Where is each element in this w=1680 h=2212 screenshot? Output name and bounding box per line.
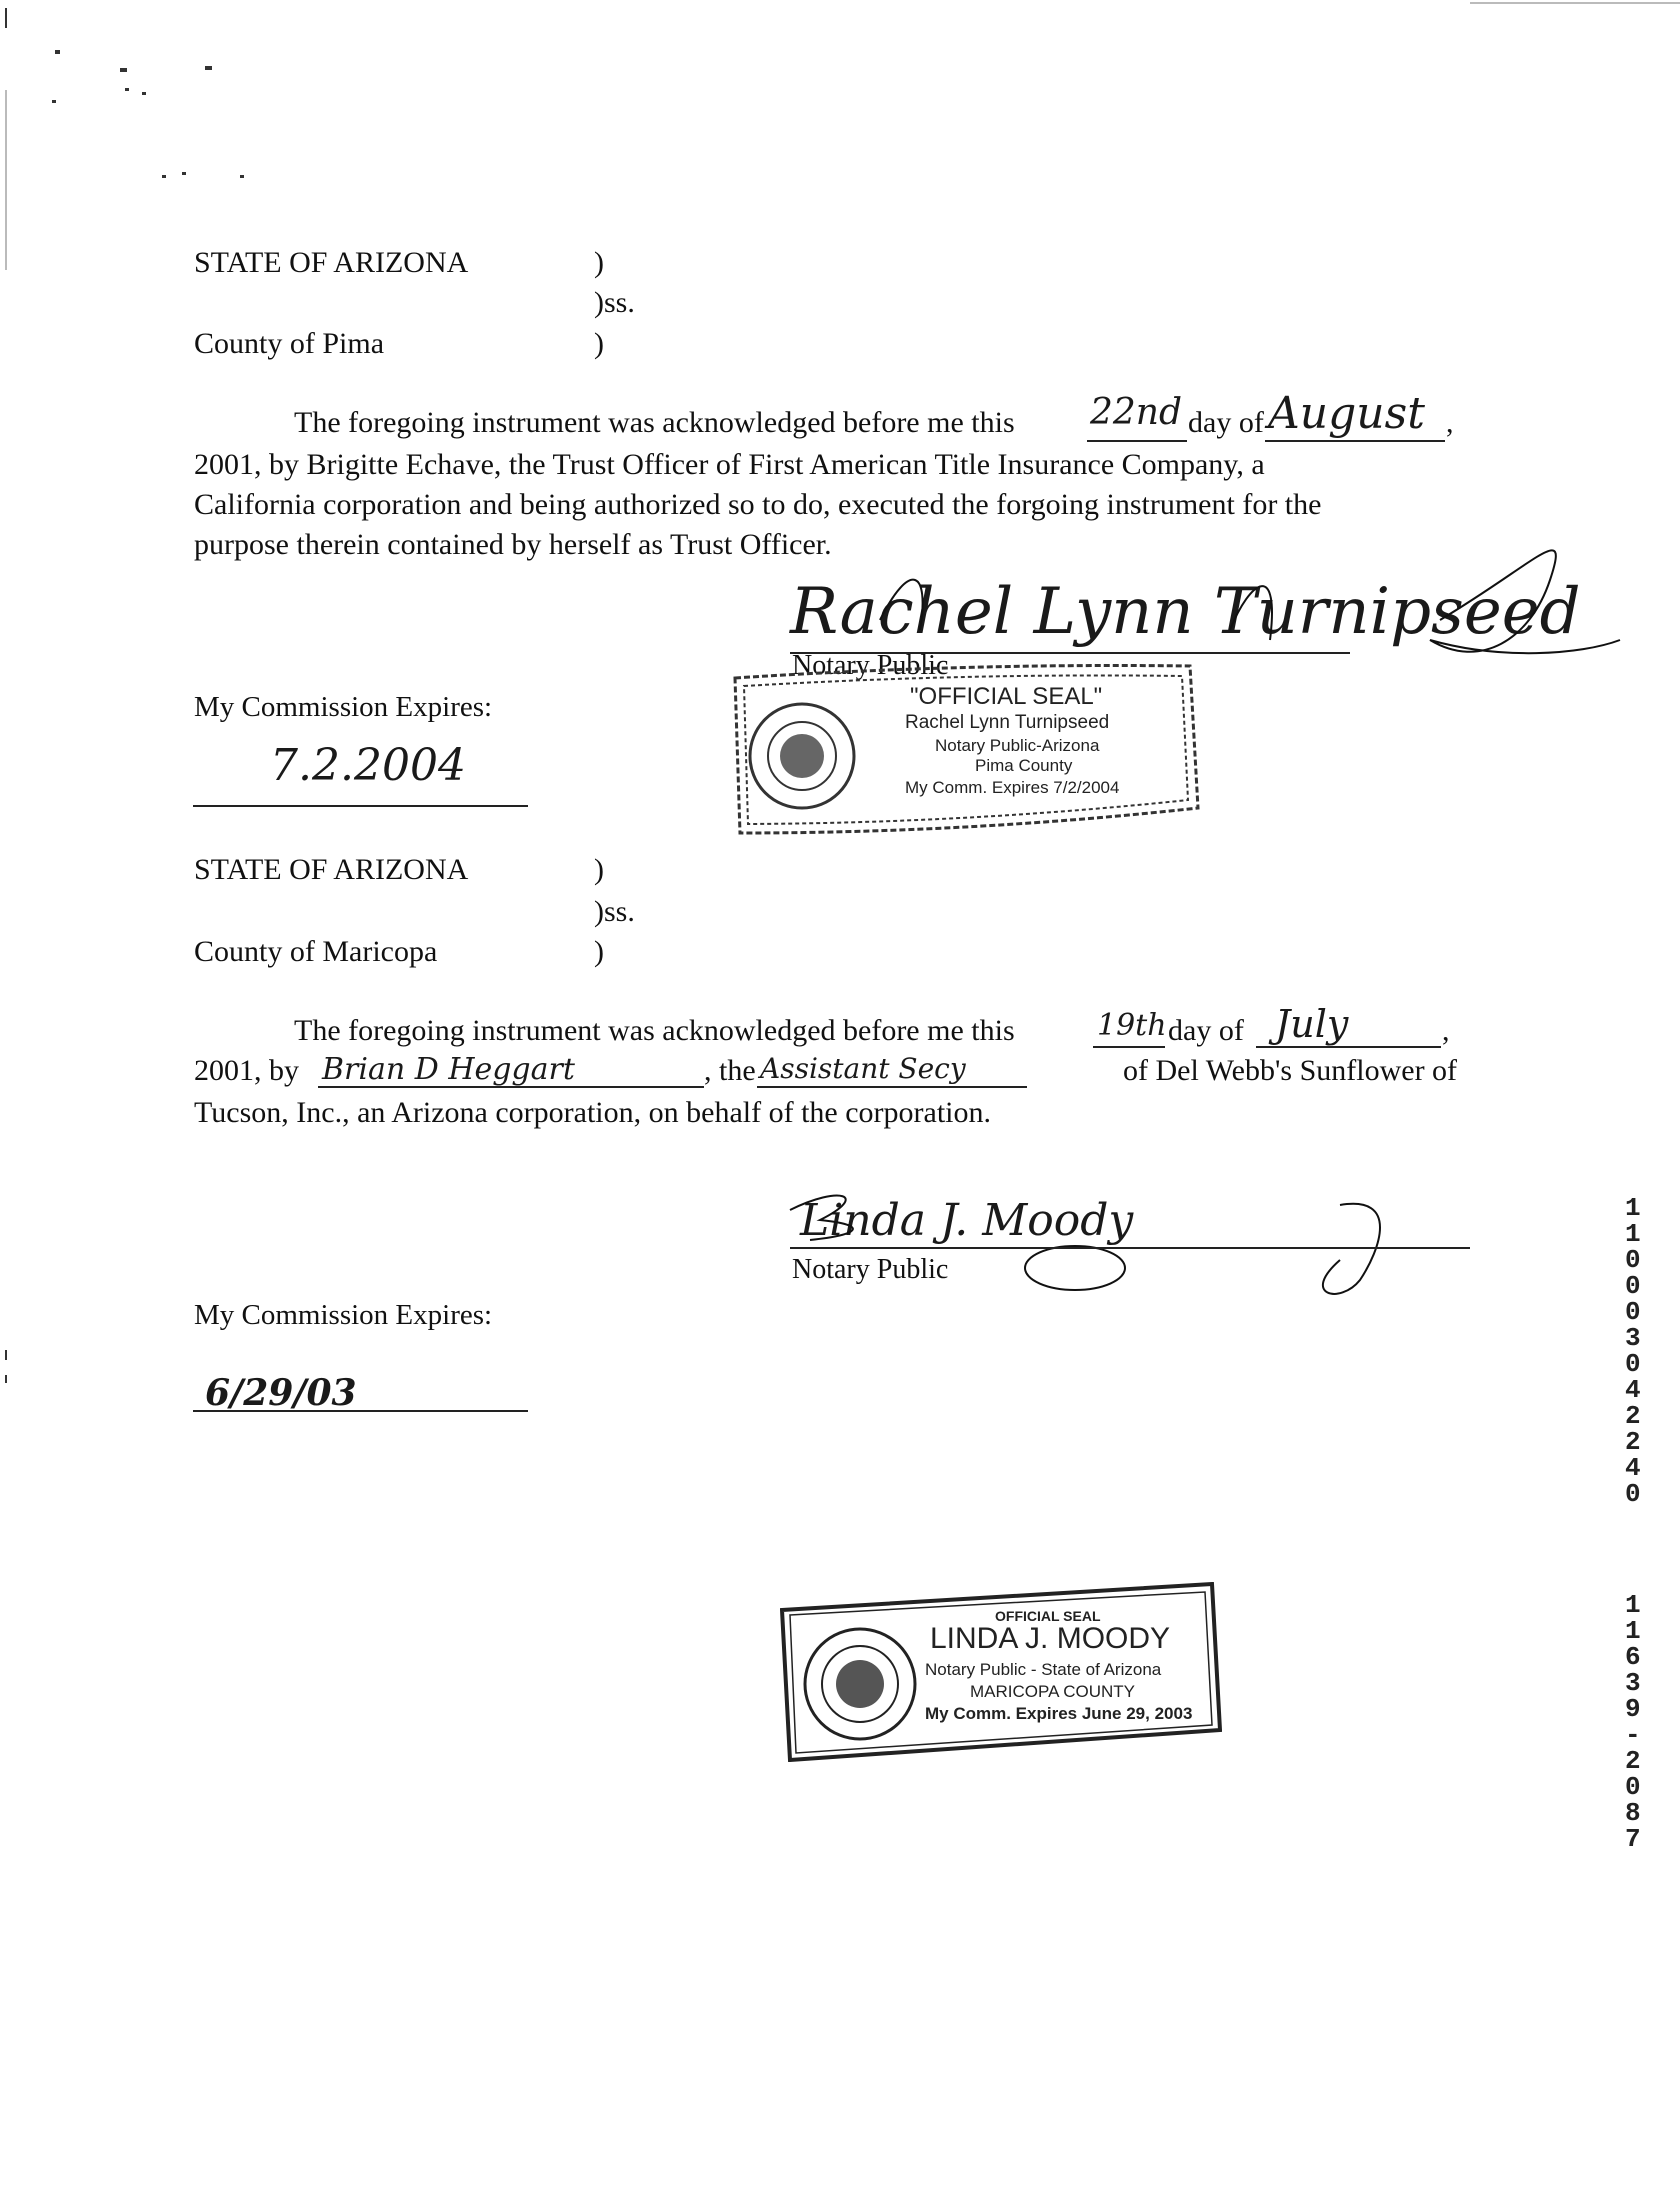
recording-number-top [1625,1195,1655,1507]
venue-paren: ) [594,935,604,968]
county-heading: County of Maricopa [194,935,438,968]
handwritten-day: 19th [1097,1008,1167,1043]
ack-text: The foregoing instrument was acknowledged before me this [294,406,1015,439]
recording-digit: 2 [1625,1746,1641,1776]
handwritten-commission-date: 6/29/03 [205,1372,357,1414]
month-blank-line [1256,1046,1441,1048]
recording-digit: 0 [1625,1297,1641,1327]
month-blank-line [1265,440,1445,442]
seal-county: MARICOPA COUNTY [970,1682,1135,1701]
handwritten-name: Brian D Heggart [322,1052,575,1087]
recording-digit: - [1625,1720,1641,1750]
scan-speck [55,50,60,54]
seal-name: Rachel Lynn Turnipseed [905,712,1110,733]
recording-digit: 1 [1625,1219,1641,1249]
seal-name: LINDA J. MOODY [930,1622,1171,1655]
recording-digit: 2 [1625,1401,1641,1431]
recording-digit: 0 [1625,1772,1641,1802]
ack-text: day of [1168,1014,1244,1047]
ack-text: 2001, by Brigitte Echave, the Trust Officer of First American Title Insurance Company, a [194,448,1265,481]
notary-public-label: Notary Public [792,1254,949,1285]
scan-speck [5,1375,7,1383]
scan-speck [182,172,186,175]
notary-signature: Rachel Lynn Turnipseed [790,575,1581,649]
recording-digit: 4 [1625,1375,1641,1405]
recording-digit: 3 [1625,1323,1641,1353]
ack-text: 2001, by [194,1054,299,1087]
commission-date-line [193,805,528,807]
scan-speck [52,100,56,103]
venue-ss: )ss. [594,286,635,319]
recording-digit: 1 [1625,1193,1641,1223]
ack-text: , the [704,1054,756,1087]
ack-text: Tucson, Inc., an Arizona corporation, on behalf of the corporation. [194,1096,992,1129]
recording-digit: 4 [1625,1453,1641,1483]
seal-commission: Notary Public-Arizona [935,736,1100,755]
seal-expiry: My Comm. Expires 7/2/2004 [905,778,1120,797]
title-blank-line [757,1086,1027,1088]
state-heading: STATE OF ARIZONA [194,853,469,886]
signature-line [790,1247,1470,1249]
recording-digit: 1 [1625,1616,1641,1646]
ack-text: of Del Webb's Sunflower of [1123,1054,1458,1087]
recording-digit: 7 [1625,1824,1641,1854]
recording-digit: 9 [1625,1694,1641,1724]
signature-flourish [780,1180,1430,1305]
name-blank-line [318,1086,704,1088]
seal-title: OFFICIAL SEAL [995,1608,1101,1624]
scan-speck [240,175,244,178]
ack-text: , [1442,1014,1450,1047]
recording-digit: 0 [1625,1349,1641,1379]
venue-paren: ) [594,246,604,279]
venue-paren: ) [594,327,604,360]
handwritten-month: August [1268,388,1425,439]
seal-commission: Notary Public - State of Arizona [925,1660,1162,1679]
handwritten-title: Assistant Secy [760,1052,966,1085]
recording-digit: 2 [1625,1427,1641,1457]
venue-paren: ) [594,853,604,886]
county-heading: County of Pima [194,327,385,360]
scan-speck [162,175,166,178]
ack-text: day of [1188,406,1264,439]
recording-digit: 8 [1625,1798,1641,1828]
notary-signature: Linda J. Moody [800,1195,1134,1246]
recording-digit: 6 [1625,1642,1641,1672]
commission-label: My Commission Expires: [194,691,493,723]
notary-public-label: Notary Public [792,650,949,681]
scan-edge-line [5,8,7,28]
official-notary-seal [720,648,1210,843]
ack-text: California corporation and being authorized so to do, executed the forgoing instrument for the [194,488,1322,521]
recording-digit: 1 [1625,1590,1641,1620]
scan-speck [5,1350,7,1360]
state-heading: STATE OF ARIZONA [194,246,469,279]
commission-date-line [193,1410,528,1412]
handwritten-month: July [1275,1002,1349,1046]
recording-digit: 0 [1625,1245,1641,1275]
day-blank-line [1087,440,1187,442]
ack-text: purpose therein contained by herself as Trust Officer. [194,528,832,561]
seal-title: "OFFICIAL SEAL" [910,683,1103,710]
scan-speck [205,66,212,70]
scan-edge-line [1470,2,1680,4]
ack-text: The foregoing instrument was acknowledged before me this [294,1014,1015,1047]
venue-ss: )ss. [594,895,635,928]
scan-speck [120,68,127,72]
recording-digit: 3 [1625,1668,1641,1698]
scan-speck [125,88,129,91]
handwritten-day: 22nd [1090,392,1183,433]
seal-county: Pima County [975,756,1073,775]
scan-speck [142,92,146,95]
commission-label: My Commission Expires: [194,1299,493,1331]
recording-number-bottom [1625,1592,1655,1852]
handwritten-commission-date: 7.2.2004 [270,740,466,791]
recording-digit: 0 [1625,1271,1641,1301]
recording-digit: 0 [1625,1479,1641,1509]
day-blank-line [1093,1046,1165,1048]
ack-text: , [1446,406,1454,439]
seal-expiry: My Comm. Expires June 29, 2003 [925,1704,1193,1723]
official-notary-seal [780,1582,1222,1762]
scan-edge-line [5,90,7,270]
